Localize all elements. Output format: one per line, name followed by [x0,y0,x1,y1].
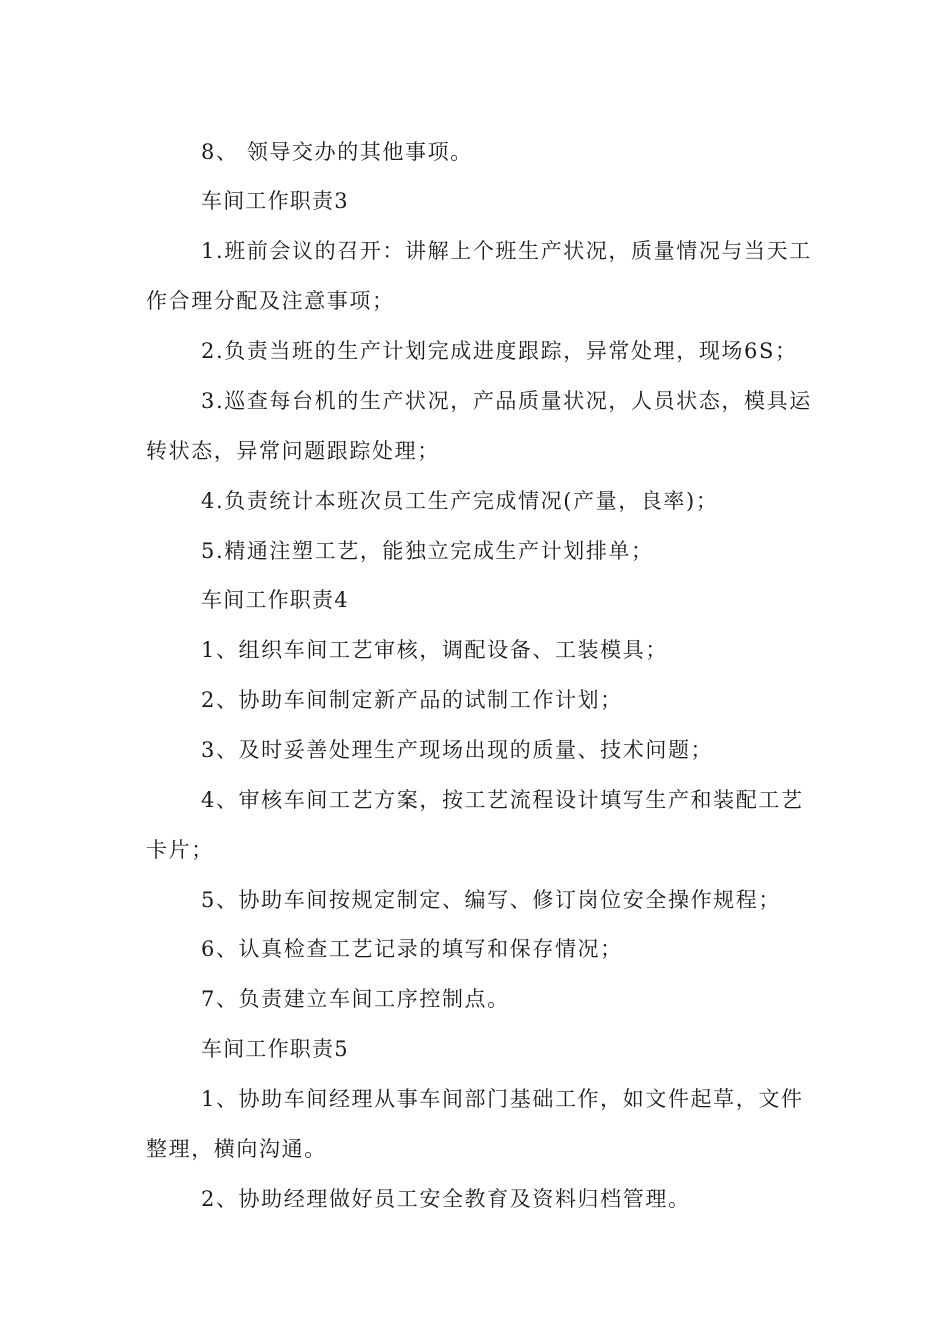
list-item: 7、负责建立车间工序控制点。 [201,987,510,1011]
section-heading: 车间工作职责5 [201,1037,349,1061]
list-item: 1、协助车间经理从事车间部门基础工作，如文件起草，文件 [201,1087,804,1111]
section-heading: 车间工作职责4 [201,588,349,612]
list-item: 4.负责统计本班次员工生产完成情况(产量，良率)； [201,489,719,513]
list-item-continuation: 作合理分配及注意事项； [146,289,395,313]
list-item-continuation: 整理，横向沟通。 [146,1137,327,1161]
list-item: 5、协助车间按规定制定、编写、修订岗位安全操作规程； [201,888,781,912]
list-item: 2.负责当班的生产计划完成进度跟踪，异常处理，现场6S； [201,339,798,363]
list-item: 2、协助经理做好员工安全教育及资料归档管理。 [201,1187,691,1211]
list-item: 1、组织车间工艺审核，调配设备、工装模具； [201,638,668,662]
list-item: 8、 领导交办的其他事项。 [201,140,473,164]
list-item: 2、协助车间制定新产品的试制工作计划； [201,688,623,712]
list-item: 1.班前会议的召开：讲解上个班生产状况，质量情况与当天工 [201,239,812,263]
list-item: 3.巡查每台机的生产状况，产品质量状况，人员状态，模具运 [201,389,812,413]
list-item-continuation: 卡片； [146,838,214,862]
list-item: 6、认真检查工艺记录的填写和保存情况； [201,937,623,961]
section-heading: 车间工作职责3 [201,189,349,213]
list-item: 4、审核车间工艺方案，按工艺流程设计填写生产和装配工艺 [201,788,804,812]
list-item-continuation: 转状态，异常问题跟踪处理； [146,439,440,463]
list-item: 3、及时妥善处理生产现场出现的质量、技术问题； [201,738,714,762]
list-item: 5.精通注塑工艺，能独立完成生产计划排单； [201,539,654,563]
